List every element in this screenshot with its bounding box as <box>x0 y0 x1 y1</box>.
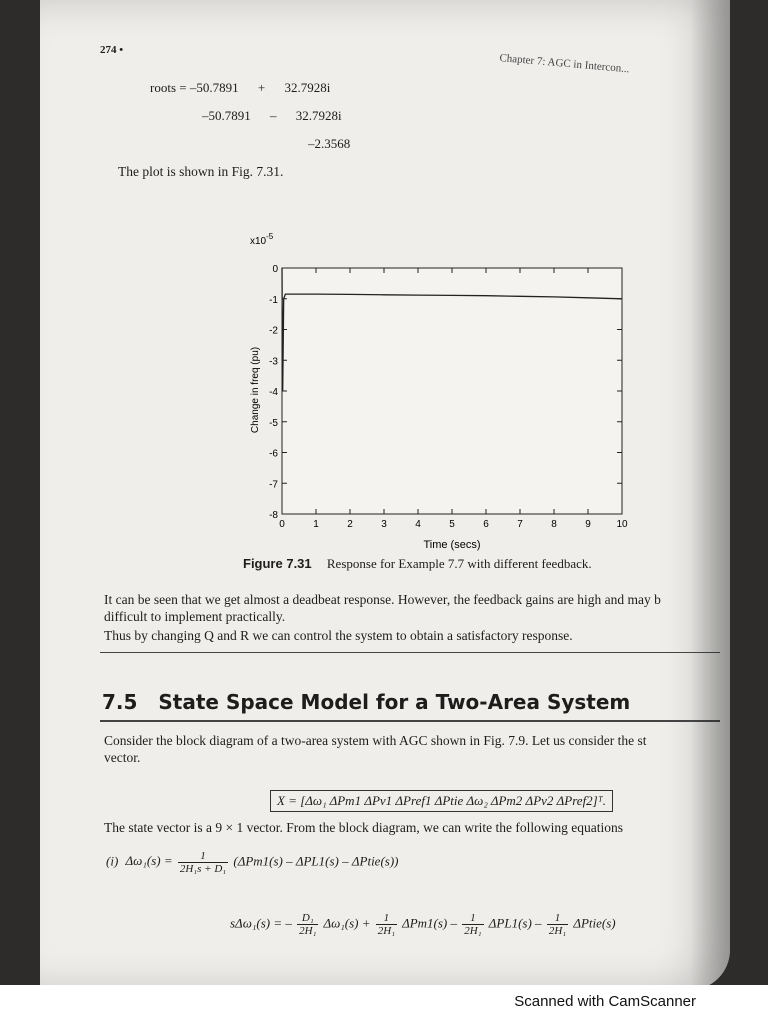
divider-top <box>100 652 720 653</box>
figure-label: Figure 7.31 <box>243 556 312 571</box>
y-axis-label: Change in freq (pu) <box>250 346 261 434</box>
page-number: 274 • <box>100 44 124 56</box>
eq1-frac-den: 2H₁s + D₁ <box>179 863 227 875</box>
equation-2 <box>230 912 616 937</box>
eq2-frac-3-den: 2H₁ <box>464 925 482 937</box>
root-1-sign: + <box>257 80 266 95</box>
eq2-frac-2 <box>376 912 397 937</box>
root-1-imag: 32.7928i <box>284 80 331 95</box>
x-tick-label: 10 <box>616 519 628 530</box>
eq1-rhs: (ΔPm1(s) – ΔPL1(s) – ΔPtie(s)) <box>233 853 399 869</box>
eq2-frac-2-num: 1 <box>376 912 397 925</box>
eq2-term-2: ΔPm1(s) – <box>402 915 457 931</box>
eq2-frac-1 <box>297 912 318 937</box>
y-tick-label: -4 <box>269 387 278 398</box>
root-2-real: –50.7891 <box>202 108 251 123</box>
body-line-2: vector. <box>104 750 141 765</box>
section-number: 7.5 <box>102 690 138 714</box>
x-tick-label: 3 <box>381 519 387 530</box>
eq2-frac-3-num: 1 <box>462 912 483 925</box>
y-tick-label: 0 <box>272 264 278 275</box>
figure-caption <box>243 556 592 572</box>
book-page <box>40 0 730 990</box>
paragraph-3: Thus by changing Q and R we can control the system to obtain a satisfactory response. <box>104 628 573 643</box>
eq2-frac-4 <box>547 912 568 937</box>
y-tick-label: -8 <box>269 510 278 521</box>
eq2-term-4: ΔPtie(s) <box>573 915 616 931</box>
eq1-fraction <box>178 850 228 875</box>
section-rule <box>100 720 720 722</box>
y-tick-label: -3 <box>269 356 278 368</box>
eq2-frac-4-num: 1 <box>547 912 568 925</box>
x-tick-label: 1 <box>313 519 319 530</box>
root-3: –2.3568 <box>308 136 351 151</box>
y-tick-label: -5 <box>269 417 278 429</box>
y-tick-label: -2 <box>269 325 278 337</box>
roots-line-1 <box>150 80 330 96</box>
eq2-frac-2-den: 2H₁ <box>377 925 396 937</box>
y-tick-label: -6 <box>269 448 278 460</box>
response-chart <box>230 220 650 555</box>
x-tick-label: 6 <box>483 519 489 530</box>
x-tick-label: 4 <box>415 519 421 530</box>
state-vector-equation: X = [Δω₁ ΔPm1 ΔPv1 ΔPref1 ΔPtie Δω₂ ΔPm2 ΔPv2 ΔPref2]ᵀ. <box>270 790 613 812</box>
page-edge-shadow <box>690 0 730 990</box>
chapter-header: Chapter 7: AGC in Intercon... <box>498 52 630 76</box>
root-2-sign: – <box>270 108 277 123</box>
section-heading <box>102 690 630 714</box>
root-2-imag: 32.7928i <box>295 108 342 123</box>
eq2-term-1: Δω₁(s) + <box>323 915 371 931</box>
eq2-frac-4-den: 2H₁ <box>548 925 567 937</box>
plot-frame <box>282 268 622 514</box>
roots-line-2 <box>202 108 342 124</box>
eq1-item: (i) <box>106 853 119 869</box>
figure-caption-text: Response for Example 7.7 with different feedback. <box>326 556 592 571</box>
eq2-frac-1-num: D₁ <box>297 912 318 925</box>
x-axis-label: Time (secs) <box>423 539 481 551</box>
x-tick-label: 2 <box>347 519 353 530</box>
eq1-lhs: Δω₁(s) = <box>125 853 173 869</box>
x-tick-label: 9 <box>585 519 591 530</box>
scanner-watermark: Scanned with CamScanner <box>514 993 696 1010</box>
eq2-frac-3 <box>462 912 483 937</box>
x-tick-label: 0 <box>279 519 285 530</box>
eq2-term-3: ΔPL1(s) – <box>488 915 542 931</box>
roots-label: roots = <box>150 80 190 95</box>
state-vector-text: The state vector is a 9 × 1 vector. From the block diagram, we can write the following equations <box>104 820 623 835</box>
y-tick-label: -7 <box>269 479 278 491</box>
intro-text: The plot is shown in Fig. 7.31. <box>118 164 284 179</box>
y-multiplier: $x10^{-5}$ <box>250 232 274 247</box>
paragraph-2: difficult to implement practically. <box>104 609 286 624</box>
eq1-frac-num: 1 <box>178 850 228 863</box>
section-title: State Space Model for a Two-Area System <box>158 690 631 714</box>
x-tick-label: 8 <box>551 519 557 530</box>
equation-1 <box>106 850 399 875</box>
x-tick-label: 7 <box>517 519 523 530</box>
body-line-1: Consider the block diagram of a two-area system with AGC shown in Fig. 7.9. Let us consider the st <box>104 733 647 748</box>
paragraph-1: It can be seen that we get almost a deadbeat response. However, the feedback gains are high and may b <box>104 592 661 607</box>
y-tick-label: -1 <box>269 294 278 306</box>
root-1-real: –50.7891 <box>189 80 239 95</box>
eq2-lhs: sΔω₁(s) = – <box>230 915 292 931</box>
eq2-frac-1-den: 2H₁ <box>299 925 317 937</box>
x-tick-label: 5 <box>449 519 455 530</box>
